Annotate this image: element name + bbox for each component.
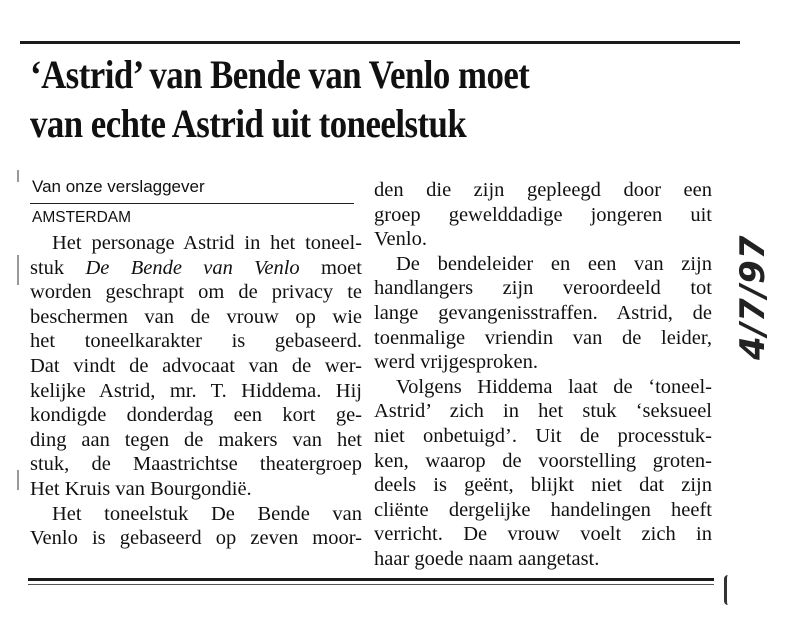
- archive-stamp-mark: [724, 575, 749, 605]
- article-line: lange gevangenisstraffen. Astrid, de: [374, 301, 712, 324]
- article-line: Volgens Hiddema laat de ‘toneel-: [396, 375, 712, 398]
- article-line: Venlo is gebaseerd op zeven moor-: [30, 527, 362, 550]
- top-rule: [20, 41, 740, 44]
- margin-mark: [17, 255, 19, 285]
- article-line: De bendeleider en een van zijn: [396, 252, 712, 275]
- article-line: niet onbetuigd’. Uit de processtuk-: [374, 424, 712, 447]
- article-text: moet: [299, 256, 362, 279]
- play-title: De Bende van Venlo: [85, 256, 300, 279]
- margin-mark: [17, 170, 19, 182]
- bottom-rule-thin: [28, 584, 714, 585]
- article-line: Astrid’ zich in het stuk ‘seksueel: [374, 400, 712, 423]
- right-column: [374, 178, 712, 572]
- article-line: Het personage Astrid in het toneel-: [52, 232, 362, 254]
- article-line: kelijke Astrid, mr. T. Hiddema. Hij: [30, 379, 362, 402]
- article-line: worden geschrapt om de privacy te: [30, 281, 362, 304]
- article-line: [30, 256, 362, 281]
- headline-line-1: ‘Astrid’ van Bende van Venlo moet: [30, 52, 530, 97]
- article-line: kondigde donderdag een kort ge-: [30, 404, 362, 427]
- left-column: [30, 176, 362, 551]
- article-line: beschermen van de vrouw op wie: [30, 305, 362, 328]
- article-line: ding aan tegen de makers van het: [30, 428, 362, 451]
- article-line: stuk, de Maastrichtse theatergroep: [30, 453, 362, 476]
- article-line: den die zijn gepleegd door een: [374, 179, 712, 201]
- article-line: cliënte dergelijke handelingen heeft: [374, 498, 712, 521]
- article-line: Het Kruis van Bourgondië.: [30, 477, 252, 500]
- article-line: deels is geënt, blijkt niet dat zijn: [374, 474, 712, 497]
- article-line: Venlo.: [374, 228, 427, 251]
- headline-line-2: van echte Astrid uit toneelstuk: [30, 101, 467, 146]
- handwritten-date-note: 4/7/97: [733, 234, 773, 360]
- article-line: groep gewelddadige jongeren uit: [374, 203, 712, 226]
- byline: Van onze verslaggever: [32, 177, 205, 196]
- article-line: werd vrijgesproken.: [374, 351, 538, 374]
- dateline: AMSTERDAM: [32, 209, 132, 226]
- article-line: verricht. De vrouw voelt zich in: [374, 523, 712, 546]
- article-line: ken, waarop de voorstelling groten-: [374, 449, 712, 472]
- margin-mark: [17, 470, 19, 490]
- article-text: stuk: [30, 256, 86, 279]
- article-line: haar goede naam aangetast.: [374, 547, 600, 570]
- article-line: het toneelkarakter is gebaseerd.: [30, 330, 362, 353]
- article-line: handlangers zijn veroordeeld tot: [374, 277, 712, 300]
- headline: [30, 50, 639, 148]
- article-line: toenmalige vriendin van de leider,: [374, 326, 712, 349]
- article-line: Dat vindt de advocaat van de wer-: [30, 354, 362, 377]
- byline-rule: [30, 203, 354, 204]
- article-line: Het toneelstuk De Bende van: [52, 502, 362, 525]
- bottom-rule: [28, 578, 714, 581]
